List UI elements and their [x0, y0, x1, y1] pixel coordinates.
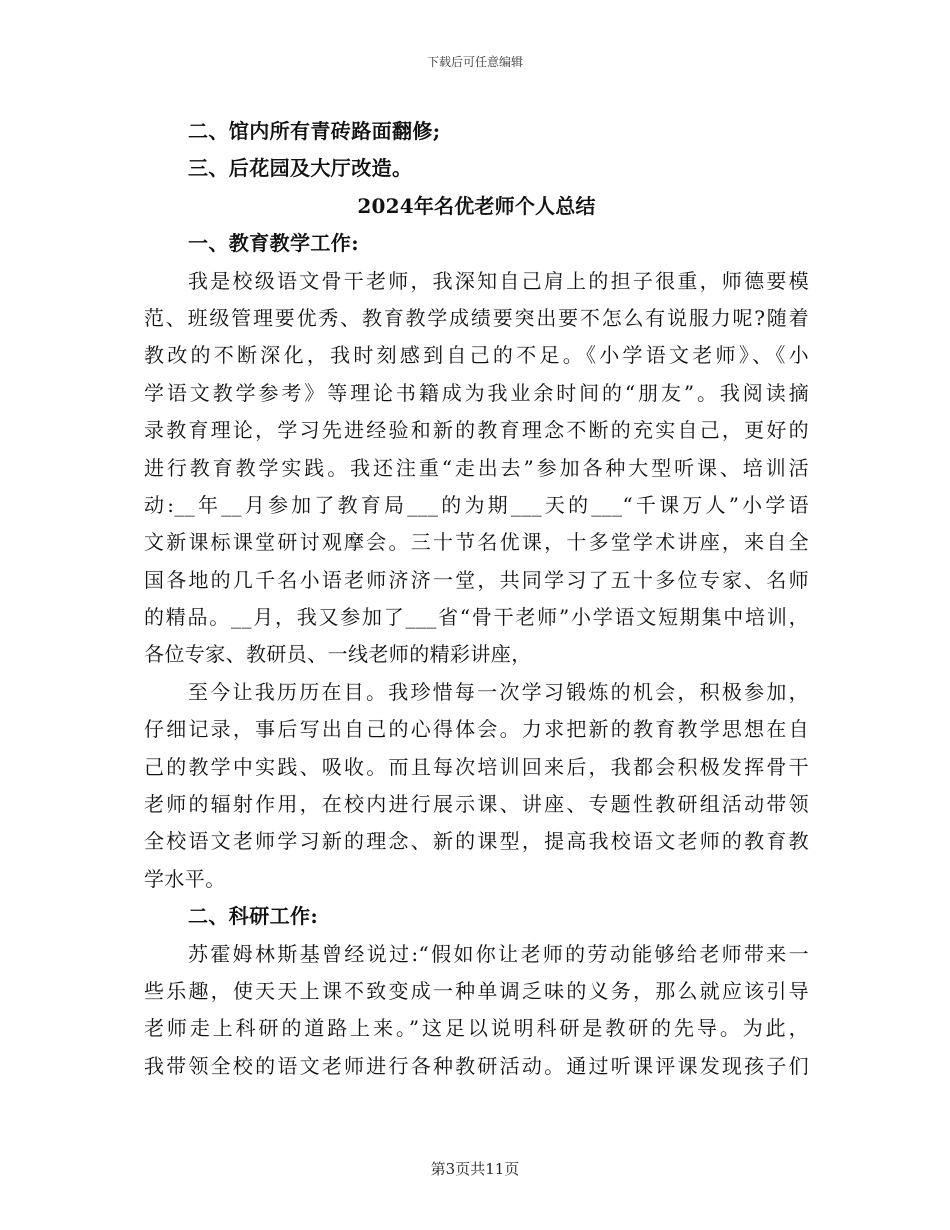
paragraph-line: 老师走上科研的道路上来。”这足以说明科研是教研的先导。为此，	[144, 1016, 809, 1041]
paragraph-line: 进行教育教学实践。我还注重“走出去”参加各种大型听课、培训活	[144, 455, 809, 480]
list-item-garden: 三、后花园及大厅改造。	[188, 156, 413, 181]
section-heading-teaching: 一、教育教学工作:	[188, 231, 359, 256]
paragraph-line: 范、班级管理要优秀、教育教学成绩要突出要不怎么有说服力呢?随着	[144, 305, 809, 330]
document-title: 2024年名优老师个人总结	[357, 193, 596, 218]
paragraph-line: 录教育理论，学习先进经验和新的教育理念不断的充实自己，更好的	[144, 418, 809, 443]
paragraph-line: 苏霍姆林斯基曾经说过:“假如你让老师的劳动能够给老师带来一	[188, 941, 809, 966]
paragraph-line: 仔细记录，事后写出自己的心得体会。力求把新的教育教学思想在自	[144, 717, 809, 742]
paragraph-line: 各位专家、教研员、一线老师的精彩讲座，	[144, 642, 532, 667]
paragraph-line: 些乐趣，使天天上课不致变成一种单调乏味的义务，那么就应该引导	[144, 978, 809, 1003]
paragraph-line: 文新课标课堂研讨观摩会。三十节名优课，十多堂学术讲座，来自全	[144, 530, 809, 555]
paragraph-line: 动:__年__月参加了教育局___的为期___天的___“千课万人”小学语	[144, 492, 809, 517]
paragraph-line: 己的教学中实践、吸收。而且每次培训回来后，我都会积极发挥骨干	[144, 754, 809, 779]
paragraph-line: 国各地的几千名小语老师济济一堂，共同学习了五十多位专家、名师	[144, 567, 809, 592]
paragraph-line: 老师的辐射作用，在校内进行展示课、讲座、专题性教研组活动带领	[144, 792, 809, 817]
list-item-paving: 二、馆内所有青砖路面翻修;	[188, 119, 441, 143]
paragraph-line: 全校语文老师学习新的理念、新的课型，提高我校语文老师的教育教	[144, 829, 809, 854]
paragraph-line: 教改的不断深化，我时刻感到自己的不足。《小学语文老师》、《小	[144, 343, 809, 368]
paragraph-line: 我是校级语文骨干老师，我深知自己肩上的担子很重，师德要模	[188, 268, 809, 293]
document-body	[144, 113, 809, 1085]
page-number: 第3页共11页	[430, 1160, 520, 1178]
section-heading-research: 二、科研工作:	[188, 904, 319, 929]
paragraph-line: 我带领全校的语文老师进行各种教研活动。通过听课评课发现孩子们	[144, 1053, 809, 1078]
paragraph-line: 学语文教学参考》等理论书籍成为我业余时间的“朋友”。我阅读摘	[144, 380, 809, 405]
paragraph-line: 的精品。__月，我又参加了___省“骨干老师”小学语文短期集中培训，	[144, 605, 809, 630]
page-header: 下载后可任意编辑	[426, 55, 523, 69]
paragraph-line: 学水平。	[144, 866, 226, 891]
paragraph-line: 至今让我历历在目。我珍惜每一次学习锻炼的机会，积极参加，	[188, 679, 809, 704]
